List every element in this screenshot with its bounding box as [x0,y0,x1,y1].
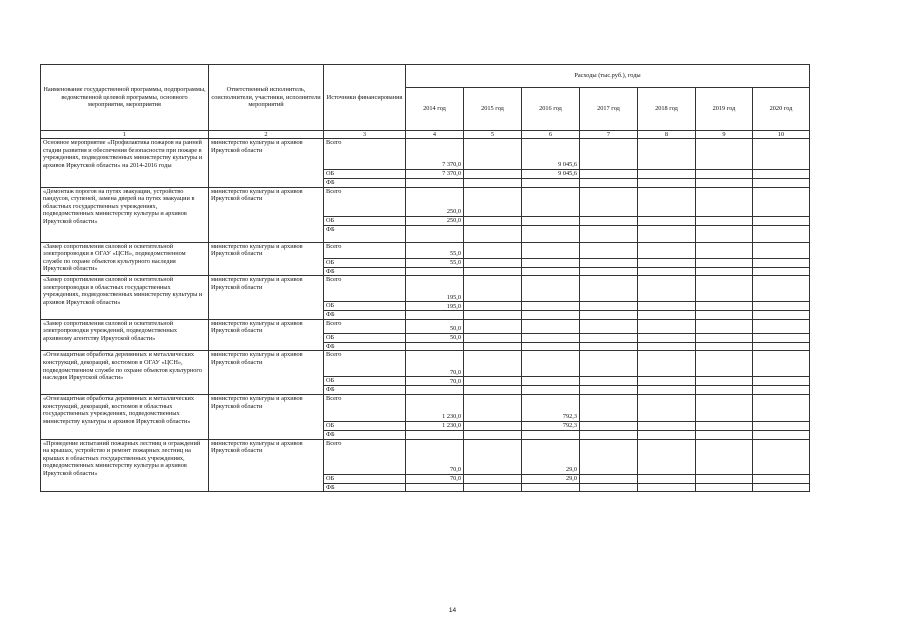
column-number: 5 [464,131,522,139]
cell-measure-name: «Проведение испытаний пожарных лестниц и ограждений на крышах, устройство и ремонт пожарных лестниц на крышах в областных государственных учреждениях, подведомственных министерству культуры и архивов Иркутской области» [41,439,209,492]
cell-value [753,225,810,242]
cell-value [696,421,753,430]
header-year: 2018 год [638,88,696,131]
cell-value [580,430,638,439]
cell-source-total: Всего [324,394,406,421]
cell-value [638,319,696,333]
cell-value [696,311,753,320]
page-number: 14 [448,607,457,614]
header-year: 2016 год [522,88,580,131]
cell-value [464,187,522,216]
cell-source-fb: ФБ [324,483,406,492]
cell-source-fb: ФБ [324,225,406,242]
cell-value [406,267,464,276]
cell-value: 50,0 [406,333,464,342]
cell-value [580,333,638,342]
cell-value [580,311,638,320]
cell-value [753,377,810,386]
cell-value [522,179,580,188]
cell-value [638,267,696,276]
cell-responsible: министерство культуры и архивов Иркутской области [209,394,324,439]
cell-value [464,225,522,242]
cell-value [406,342,464,351]
column-number: 6 [522,131,580,139]
cell-value [638,377,696,386]
cell-measure-name: «Замер сопротивления силовой и осветительной электропроводки в областных государственных учреждениях, подведомственных министерству культуры и архивов Иркутской области» [41,276,209,320]
cell-measure-name: «Замер сопротивления силовой и осветительной электропроводки в ОГАУ «ЦСН», подведомственном службе по охране объектов культурного наследия Иркутской области» [41,242,209,276]
cell-value [522,386,580,395]
cell-value [464,386,522,395]
cell-value [522,276,580,302]
cell-value [464,242,522,258]
cell-value [638,430,696,439]
column-number: 4 [406,131,464,139]
cell-value [580,139,638,170]
cell-value [406,179,464,188]
column-number: 2 [209,131,324,139]
cell-source-fb: ФБ [324,311,406,320]
cell-value [696,474,753,483]
cell-value [753,242,810,258]
cell-value [522,430,580,439]
header-year: 2020 год [753,88,810,131]
cell-responsible: министерство культуры и архивов Иркутской области [209,351,324,395]
cell-value [464,179,522,188]
cell-value [464,170,522,179]
cell-source-fb: ФБ [324,179,406,188]
cell-value [580,267,638,276]
cell-value [753,216,810,225]
cell-value [753,333,810,342]
cell-value [696,187,753,216]
cell-source-ob: ОБ [324,170,406,179]
cell-value [522,319,580,333]
table-row [41,242,810,258]
cell-responsible: министерство культуры и архивов Иркутской области [209,187,324,242]
cell-responsible: министерство культуры и архивов Иркутской области [209,276,324,320]
cell-value [753,439,810,474]
cell-source-fb: ФБ [324,430,406,439]
cell-value [638,474,696,483]
cell-value [696,439,753,474]
cell-value: 9 045,6 [522,170,580,179]
cell-value [696,483,753,492]
cell-value [638,483,696,492]
cell-value [753,276,810,302]
cell-value [753,267,810,276]
header-year: 2015 год [464,88,522,131]
cell-value [580,394,638,421]
cell-value: 9 045,6 [522,139,580,170]
cell-value [696,377,753,386]
cell-value [406,225,464,242]
header-year: 2017 год [580,88,638,131]
cell-value [464,267,522,276]
cell-value: 1 230,0 [406,394,464,421]
cell-source-total: Всего [324,187,406,216]
cell-source-total: Всего [324,242,406,258]
cell-value [638,170,696,179]
cell-measure-name: «Огнезащитная обработка деревянных и металлических конструкций, декораций, костюмов в областных государственных учреждениях, подведомственных министерству культуры и архивов Иркутской области» [41,394,209,439]
cell-value [753,258,810,267]
cell-value [696,170,753,179]
cell-value [580,319,638,333]
cell-value [464,319,522,333]
cell-value [580,179,638,188]
header-row-top [41,65,810,88]
cell-value [464,377,522,386]
cell-value [753,139,810,170]
cell-source-ob: ОБ [324,216,406,225]
cell-value [638,394,696,421]
cell-source-total: Всего [324,319,406,333]
cell-value [406,483,464,492]
cell-value [753,302,810,311]
table-row [41,139,810,170]
cell-value [580,421,638,430]
cell-value [464,342,522,351]
cell-source-ob: ОБ [324,302,406,311]
header-year: 2014 год [406,88,464,131]
cell-measure-name: «Замер сопротивления силовой и осветительной электропроводки учреждений, подведомственных архивному агентству Иркутской области» [41,319,209,351]
column-number: 9 [696,131,753,139]
cell-value: 55,0 [406,258,464,267]
cell-value: 70,0 [406,474,464,483]
cell-value [580,216,638,225]
cell-value [638,302,696,311]
cell-value [696,333,753,342]
cell-value [580,342,638,351]
cell-value [464,394,522,421]
cell-value: 50,0 [406,319,464,333]
cell-value [406,386,464,395]
cell-value [464,421,522,430]
cell-value [753,187,810,216]
cell-value [464,483,522,492]
cell-source-total: Всего [324,351,406,377]
cell-value [580,351,638,377]
cell-value [638,386,696,395]
cell-value [522,225,580,242]
cell-value [580,386,638,395]
table-row [41,351,810,377]
cell-source-total: Всего [324,139,406,170]
cell-value [522,258,580,267]
cell-value: 70,0 [406,377,464,386]
cell-responsible: министерство культуры и архивов Иркутской области [209,319,324,351]
cell-value: 250,0 [406,187,464,216]
cell-value [696,394,753,421]
cell-value [464,276,522,302]
cell-value: 792,3 [522,421,580,430]
cell-source-fb: ФБ [324,386,406,395]
table-row [41,439,810,474]
header-name: Наименование государственной программы, подпрограммы, ведомственной целевой программы, основного мероприятия, мероприятия [41,65,209,131]
cell-value [638,311,696,320]
cell-value [464,439,522,474]
cell-value [580,377,638,386]
cell-value: 29,0 [522,474,580,483]
cell-value [580,242,638,258]
cell-source-ob: ОБ [324,377,406,386]
column-number: 3 [324,131,406,139]
cell-value [464,216,522,225]
cell-value [464,430,522,439]
cell-value [580,187,638,216]
cell-value [753,421,810,430]
cell-value: 1 230,0 [406,421,464,430]
cell-value [753,311,810,320]
cell-value [580,170,638,179]
cell-value [522,333,580,342]
cell-source-total: Всего [324,439,406,474]
cell-value [753,483,810,492]
cell-value [522,351,580,377]
column-number: 8 [638,131,696,139]
cell-value [696,386,753,395]
cell-value [696,242,753,258]
cell-value: 7 370,0 [406,170,464,179]
cell-responsible: министерство культуры и архивов Иркутской области [209,139,324,188]
cell-value: 195,0 [406,276,464,302]
cell-value [638,225,696,242]
cell-value [753,342,810,351]
cell-value: 29,0 [522,439,580,474]
column-number: 10 [753,131,810,139]
table-row [41,394,810,421]
cell-value [522,302,580,311]
cell-value [696,351,753,377]
cell-value [696,139,753,170]
cell-value [406,430,464,439]
cell-source-fb: ФБ [324,267,406,276]
cell-value [638,342,696,351]
cell-value [580,439,638,474]
cell-value [580,276,638,302]
budget-table [40,64,810,492]
cell-source-total: Всего [324,276,406,302]
cell-source-ob: ОБ [324,258,406,267]
cell-value [638,139,696,170]
table-row [41,319,810,333]
cell-value [464,311,522,320]
cell-value [580,302,638,311]
cell-value [753,319,810,333]
cell-value [638,258,696,267]
cell-value [522,342,580,351]
table-row [41,187,810,216]
cell-value [696,319,753,333]
cell-source-ob: ОБ [324,474,406,483]
cell-value: 70,0 [406,351,464,377]
cell-value [638,179,696,188]
cell-value [522,483,580,492]
cell-value [522,187,580,216]
table-body [41,139,810,492]
cell-value [638,187,696,216]
cell-value [580,483,638,492]
cell-value [638,421,696,430]
cell-responsible: министерство культуры и архивов Иркутской области [209,439,324,492]
cell-value [638,351,696,377]
cell-value: 70,0 [406,439,464,474]
cell-measure-name: Основное мероприятие «Профилактика пожаров на ранней стадии развития и обеспечения безопасности при пожаре в учреждениях, подведомственных министерству культуры и архивов Иркутской области» на 2014-2016 годы [41,139,209,188]
cell-value [638,333,696,342]
header-year: 2019 год [696,88,753,131]
cell-value: 792,3 [522,394,580,421]
cell-value [753,430,810,439]
cell-value [696,225,753,242]
cell-value [464,139,522,170]
cell-value [638,439,696,474]
cell-value [522,267,580,276]
header-expenses-group: Расходы (тыс.руб.), годы [406,65,810,88]
cell-value [753,394,810,421]
cell-measure-name: «Демонтаж порогов на путях эвакуации, устройство пандусов, ступеней, замена дверей на путях эвакуации в областных государственных учреждениях, подведомственных министерству культуры и архивов Иркутской области» [41,187,209,242]
cell-value [464,258,522,267]
cell-value: 195,0 [406,302,464,311]
cell-value: 7 370,0 [406,139,464,170]
cell-value [753,170,810,179]
cell-value [696,258,753,267]
cell-measure-name: «Огнезащитная обработка деревянных и металлических конструкций, декораций, костюмов в ОГАУ «ЦСН», подведомственном службе по охране объектов культурного наследия Иркутской области» [41,351,209,395]
cell-value [464,351,522,377]
cell-value [696,267,753,276]
cell-value [522,311,580,320]
budget-table-sheet [40,64,810,492]
cell-value [638,216,696,225]
cell-value [753,351,810,377]
cell-value [464,302,522,311]
cell-value [464,333,522,342]
cell-source-ob: ОБ [324,333,406,342]
cell-value [638,276,696,302]
cell-value [580,225,638,242]
cell-value [464,474,522,483]
cell-source-fb: ФБ [324,342,406,351]
cell-value [696,342,753,351]
cell-value [522,377,580,386]
column-number: 7 [580,131,638,139]
cell-value [753,474,810,483]
table-row [41,276,810,302]
cell-value [696,216,753,225]
cell-value [580,258,638,267]
cell-value [696,179,753,188]
cell-value [753,179,810,188]
header-responsible: Ответственный исполнитель, соисполнители, участники, исполнители мероприятий [209,65,324,131]
cell-value [522,216,580,225]
cell-value: 55,0 [406,242,464,258]
cell-value [522,242,580,258]
cell-value [406,311,464,320]
cell-value [638,242,696,258]
cell-value: 250,0 [406,216,464,225]
column-number: 1 [41,131,209,139]
cell-source-ob: ОБ [324,421,406,430]
cell-value [580,474,638,483]
cell-value [696,430,753,439]
header-source: Источники финансирования [324,65,406,131]
column-numbers-row [41,131,810,139]
cell-value [753,386,810,395]
cell-value [696,276,753,302]
cell-value [696,302,753,311]
cell-responsible: министерство культуры и архивов Иркутской области [209,242,324,276]
